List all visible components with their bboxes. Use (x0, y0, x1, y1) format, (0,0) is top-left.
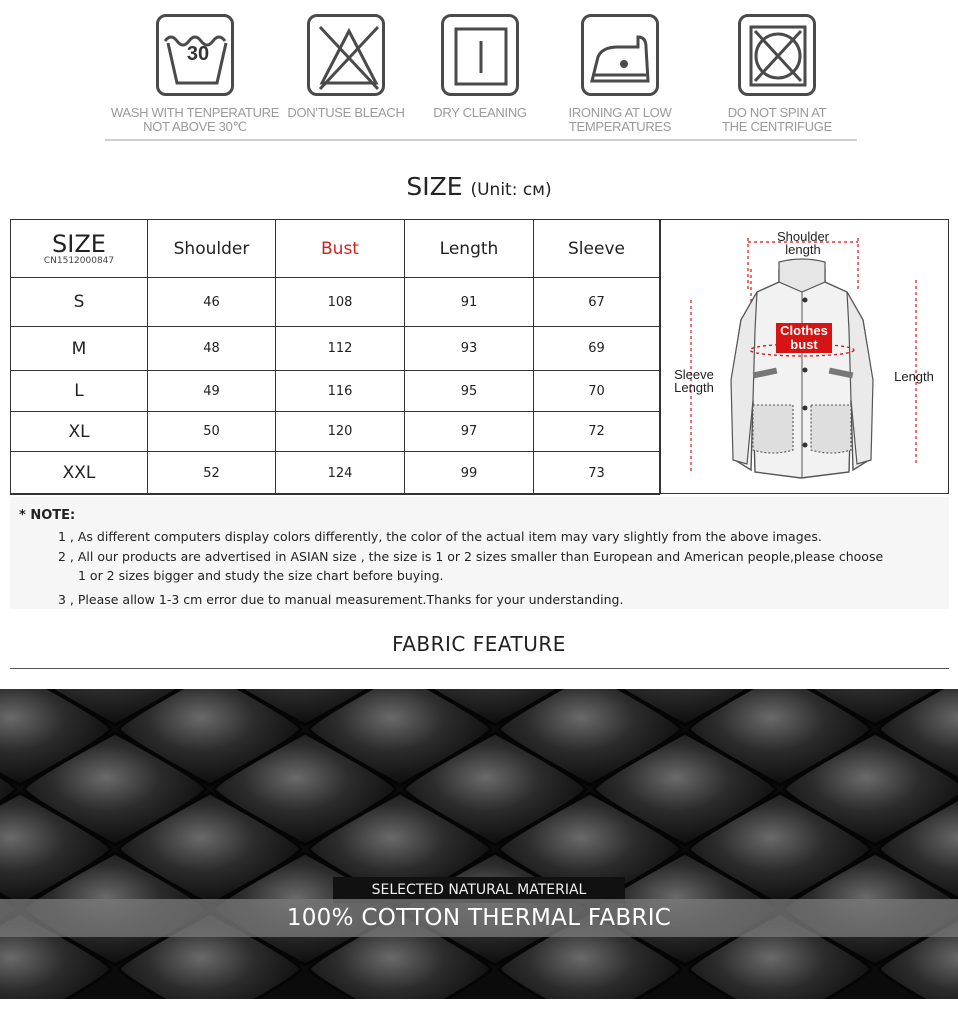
quilted-fabric-image (0, 689, 958, 999)
sleeve-cell: 73 (534, 452, 660, 495)
clothes-bust-badge: Clothes bust (776, 323, 832, 353)
quilted-pattern (0, 689, 958, 999)
care-instructions (0, 0, 958, 145)
care-label-dry: DRY CLEANING (433, 105, 527, 120)
shoulder-cell: 48 (148, 327, 276, 371)
table-row (11, 452, 660, 495)
note-line-1: 1 , As different computers display colors differently, the color of the actual item may vary slightly from the above images. (58, 529, 822, 544)
iron-icon (581, 14, 659, 96)
bust-cell: 108 (276, 278, 405, 327)
wash-temperature: 30 (186, 43, 210, 65)
sleeve-cell: 72 (534, 412, 660, 452)
table-row (11, 327, 660, 371)
care-label-spin: DO NOT SPIN AT THE CENTRIFUGE (722, 105, 832, 134)
care-item-spin (692, 14, 862, 134)
care-divider (105, 139, 857, 141)
bust-cell: 120 (276, 412, 405, 452)
sleeve-cell: 69 (534, 327, 660, 371)
notes-panel (10, 497, 949, 609)
natural-material-badge: SELECTED NATURAL MATERIAL (333, 877, 625, 903)
sleeve-header: Sleeve (534, 220, 660, 278)
sleeve-cell: 67 (534, 278, 660, 327)
cotton-fabric-banner: 100% COTTON THERMAL FABRIC (0, 899, 958, 937)
size-column-header: SIZE CN1512000847 (11, 220, 148, 278)
shoulder-cell: 52 (148, 452, 276, 495)
fabric-feature-heading: FABRIC FEATURE (392, 632, 566, 656)
bust-cell: 116 (276, 371, 405, 412)
care-label-iron: IRONING AT LOW TEMPERATURES (568, 105, 672, 134)
size-cell: XXL (11, 452, 148, 495)
length-cell: 95 (405, 371, 534, 412)
care-label-bleach: DON'TUSE BLEACH (287, 105, 405, 120)
note-title: * NOTE: (19, 508, 76, 523)
size-cell: M (11, 327, 148, 371)
shoulder-cell: 49 (148, 371, 276, 412)
bust-cell: 112 (276, 327, 405, 371)
length-cell: 99 (405, 452, 534, 495)
size-table (10, 219, 660, 495)
length-cell: 91 (405, 278, 534, 327)
length-cell: 97 (405, 412, 534, 452)
size-cell: XL (11, 412, 148, 452)
sleeve-length-label: Sleeve Length (674, 367, 714, 395)
note-line-3: 3 , Please allow 1-3 cm error due to manual measurement.Thanks for your understanding. (58, 592, 624, 607)
length-cell: 93 (405, 327, 534, 371)
washing-tub-icon (156, 14, 234, 96)
bust-header: Bust (276, 220, 405, 278)
care-item-wash (110, 14, 280, 134)
shoulder-cell: 50 (148, 412, 276, 452)
length-header: Length (405, 220, 534, 278)
care-item-iron (535, 14, 705, 134)
bust-cell: 124 (276, 452, 405, 495)
dry-cleaning-icon (441, 14, 519, 96)
note-line-2: 2 , All our products are advertised in ASIAN size , the size is 1 or 2 sizes smaller than European and American people,please choose (58, 549, 884, 564)
sleeve-cell: 70 (534, 371, 660, 412)
shoulder-header: Shoulder (148, 220, 276, 278)
product-code: CN1512000847 (43, 255, 115, 266)
no-bleach-icon (307, 14, 385, 96)
table-row (11, 371, 660, 412)
note-line-2-cont: 1 or 2 sizes bigger and study the size chart before buying. (78, 568, 444, 583)
length-label: Length (894, 369, 934, 384)
size-heading (0, 172, 958, 201)
table-row (11, 278, 660, 327)
fabric-divider (10, 668, 949, 669)
size-heading-text: SIZE (406, 172, 463, 201)
care-label-wash: WASH WITH TENPERATURE NOT ABOVE 30℃ (110, 105, 280, 134)
shoulder-cell: 46 (148, 278, 276, 327)
table-row (11, 412, 660, 452)
table-header-row (11, 220, 660, 278)
shoulder-length-label: Shoulder length (776, 229, 830, 257)
no-spin-icon (738, 14, 816, 96)
size-heading-unit: (Unit: cм) (470, 180, 552, 200)
size-cell: L (11, 371, 148, 412)
jacket-illustration (661, 220, 949, 493)
measurement-diagram (660, 220, 948, 493)
size-cell: S (11, 278, 148, 327)
